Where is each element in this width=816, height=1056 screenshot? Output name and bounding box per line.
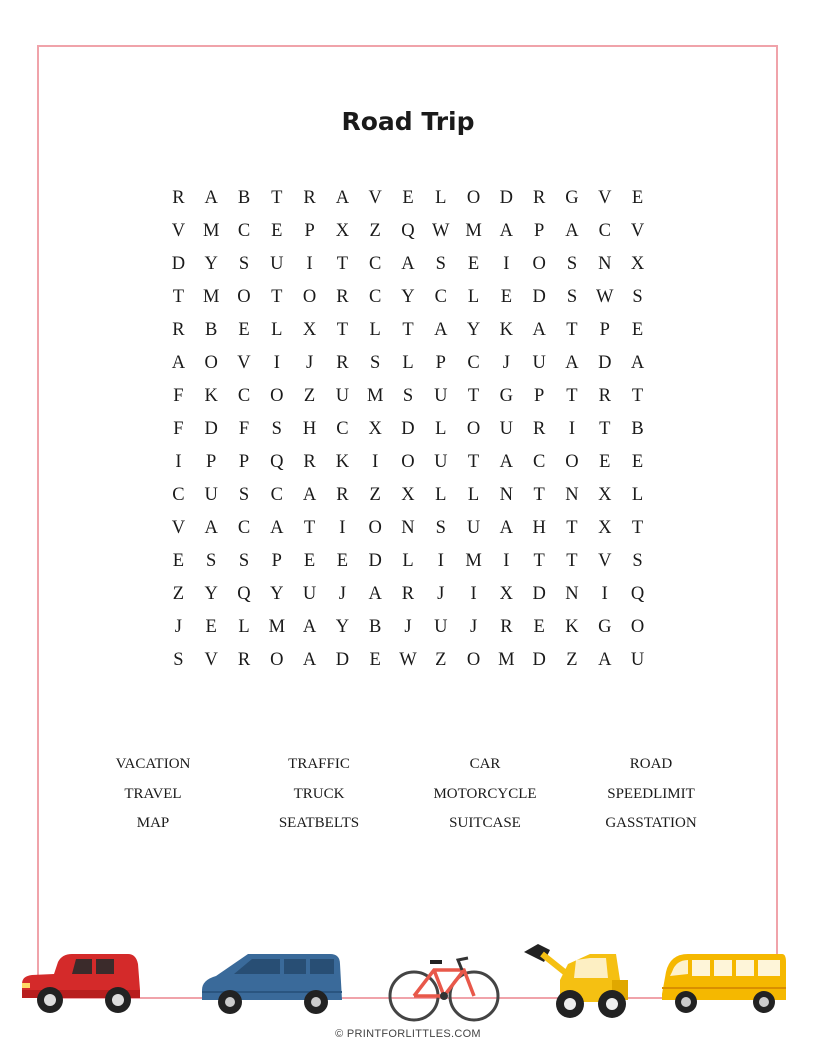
copyright-footer: © PRINTFORLITTLES.COM [335,1028,481,1040]
grid-letter: V [171,518,186,538]
grid-letter: S [238,254,250,274]
word-list-item: TRAVEL [124,785,182,802]
grid-letter: S [566,254,578,274]
grid-letter: N [401,518,415,538]
grid-letter: O [466,188,481,208]
grid-letter: U [499,419,514,439]
grid-letter: T [303,518,316,538]
grid-letter: D [499,188,514,208]
grid-letter: O [532,254,546,274]
grid-letter: D [368,551,382,571]
grid-letter: X [499,584,514,604]
grid-letter: V [237,353,251,373]
grid-letter: W [596,287,614,307]
grid-letter: A [204,518,218,538]
grid-letter: T [533,485,545,505]
grid-letter: F [238,419,250,439]
grid-letter: A [598,650,612,670]
grid-letter: L [467,287,480,307]
grid-letter: A [499,221,514,241]
grid-letter: O [302,287,317,307]
grid-letter: J [174,617,182,637]
grid-letter: A [630,353,645,373]
grid-letter: A [171,353,186,373]
grid-letter: L [631,485,644,505]
grid-letter: E [238,320,250,340]
grid-letter: C [467,353,480,373]
grid-letter: C [369,287,382,307]
grid-letter: S [370,353,381,373]
grid-letter: C [532,452,546,472]
grid-letter: C [598,221,611,241]
grid-letter: A [335,188,350,208]
grid-letter: T [172,287,185,307]
word-list-item: MAP [136,815,170,831]
grid-letter: J [469,617,478,637]
grid-letter: V [598,551,612,571]
grid-letter: O [270,650,284,670]
grid-letter: E [271,221,283,241]
grid-letter: Y [466,320,481,340]
grid-letter: T [467,386,480,406]
grid-letter: T [271,188,283,208]
grid-letter: N [565,485,579,505]
grid-letter: A [565,353,579,373]
letter-grid [162,182,654,677]
grid-letter: B [631,419,644,439]
grid-letter: D [204,419,218,439]
grid-letter: O [466,650,481,670]
grid-letter: Z [172,584,185,604]
grid-letter: S [271,419,282,439]
grid-letter: C [434,287,447,307]
grid-letter: L [238,617,250,637]
grid-letter: L [402,353,414,373]
grid-letter: Y [204,584,218,604]
grid-letter: R [532,188,546,208]
grid-letter: E [631,320,644,340]
grid-letter: O [466,419,481,439]
grid-letter: R [172,320,185,340]
grid-letter: A [499,452,514,472]
grid-letter: O [270,386,284,406]
red-car-icon [18,950,142,1016]
grid-letter: K [204,386,218,406]
grid-letter: Y [270,584,284,604]
grid-letter: M [202,221,220,241]
grid-letter: H [302,419,317,439]
grid-letter: Q [270,452,284,472]
grid-letter: Y [335,617,350,637]
grid-letter: U [204,485,218,505]
grid-letter: T [566,518,578,538]
grid-letter: S [238,485,250,505]
grid-letter: B [237,188,251,208]
grid-letter: R [336,485,349,505]
grid-letter: L [467,485,480,505]
school-bus-icon [658,950,790,1016]
word-list-item: SUITCASE [449,815,521,831]
grid-letter: R [237,650,251,670]
grid-letter: T [336,254,349,274]
grid-letter: T [271,287,283,307]
grid-letter: U [630,650,645,670]
grid-letter: I [437,551,444,571]
grid-letter: L [435,419,447,439]
grid-letter: C [237,518,251,538]
word-list-item: TRAFFIC [288,756,350,772]
grid-letter: P [206,452,217,472]
grid-letter: D [532,287,546,307]
grid-letter: S [435,518,446,538]
grid-letter: E [500,287,513,307]
grid-letter: U [302,584,317,604]
grid-letter: T [533,551,545,571]
grid-letter: K [335,452,350,472]
grid-letter: A [270,518,284,538]
grid-letter: T [631,386,644,406]
grid-letter: E [533,617,545,637]
bicycle-icon [386,952,500,1022]
grid-letter: A [302,617,317,637]
grid-letter: A [565,221,579,241]
grid-letter: G [499,386,514,406]
grid-letter: U [434,617,448,637]
word-list-item: SEATBELTS [278,815,360,831]
grid-letter: Q [630,584,645,604]
grid-letter: A [401,254,415,274]
grid-letter: I [601,584,608,604]
grid-letter: J [502,353,510,373]
word-list-item: MOTORCYCLE [433,785,537,802]
word-list-item: ROAD [629,756,673,772]
grid-letter: L [271,320,283,340]
grid-letter: E [336,551,349,571]
grid-letter: X [368,419,382,439]
grid-letter: S [566,287,578,307]
grid-letter: J [404,617,412,637]
grid-letter: A [204,188,218,208]
grid-letter: I [372,452,379,472]
grid-letter: E [205,617,217,637]
grid-letter: N [598,254,612,274]
grid-letter: Z [566,650,578,670]
grid-letter: C [270,485,283,505]
grid-letter: D [335,650,350,670]
grid-letter: E [303,551,316,571]
grid-letter: F [173,386,184,406]
grid-letter: T [566,320,578,340]
grid-letter: I [503,254,510,274]
grid-letter: C [369,254,382,274]
word-list-item: GASSTATION [605,815,697,831]
grid-letter: S [402,386,414,406]
word-list-item: CAR [469,756,501,772]
grid-letter: W [432,221,450,241]
grid-letter: R [401,584,415,604]
grid-letter: L [435,485,447,505]
word-list [70,752,734,841]
grid-letter: V [598,188,612,208]
grid-letter: Z [435,650,447,670]
grid-letter: P [534,386,545,406]
grid-letter: T [467,452,480,472]
grid-letter: E [467,254,480,274]
grid-letter: M [465,221,482,241]
grid-letter: J [305,353,314,373]
word-list-item: TRUCK [293,785,345,802]
grid-letter: R [172,188,185,208]
grid-letter: M [498,650,515,670]
grid-letter: Q [401,221,415,241]
grid-letter: Z [303,386,316,406]
grid-letter: I [470,584,477,604]
page-title: Road Trip [341,107,475,136]
grid-letter: O [401,452,415,472]
grid-letter: L [369,320,381,340]
grid-letter: P [435,353,446,373]
grid-letter: T [336,320,349,340]
grid-letter: J [437,584,445,604]
grid-letter: I [273,353,280,373]
grid-letter: W [399,650,417,670]
grid-letter: T [402,320,414,340]
grid-letter: X [630,254,645,274]
grid-letter: R [532,419,546,439]
grid-letter: C [336,419,349,439]
grid-letter: B [205,320,218,340]
grid-letter: D [532,584,546,604]
grid-letter: D [171,254,186,274]
grid-letter: N [565,584,579,604]
grid-letter: S [238,551,250,571]
grid-letter: P [238,452,250,472]
grid-letter: U [335,386,350,406]
grid-letter: R [336,287,349,307]
grid-letter: M [366,386,384,406]
grid-letter: I [339,518,346,538]
grid-letter: J [338,584,346,604]
grid-letter: S [435,254,446,274]
grid-letter: X [302,320,317,340]
front-loader-icon [520,940,636,1022]
grid-letter: D [401,419,415,439]
grid-letter: O [630,617,645,637]
word-list-item: SPEEDLIMIT [607,785,695,802]
grid-letter: T [599,419,611,439]
grid-letter: N [499,485,514,505]
grid-letter: Q [237,584,251,604]
word-list-item: VACATION [115,756,191,772]
grid-letter: I [306,254,313,274]
grid-letter: O [237,287,251,307]
grid-letter: B [369,617,382,637]
grid-letter: Z [369,221,381,241]
grid-letter: I [503,551,510,571]
grid-letter: S [632,551,643,571]
grid-letter: G [565,188,579,208]
grid-letter: I [175,452,182,472]
grid-letter: R [500,617,513,637]
grid-letter: A [499,518,514,538]
grid-letter: M [268,617,286,637]
grid-letter: A [434,320,448,340]
grid-letter: T [566,386,578,406]
grid-letter: H [532,518,546,538]
grid-letter: M [465,551,482,571]
grid-letter: X [335,221,350,241]
grid-letter: X [598,518,612,538]
grid-letter: R [598,386,611,406]
grid-letter: C [172,485,185,505]
grid-letter: T [566,551,578,571]
grid-letter: E [631,188,644,208]
grid-letter: P [534,221,545,241]
grid-letter: E [369,650,381,670]
grid-letter: U [434,386,448,406]
grid-letter: S [173,650,184,670]
grid-letter: T [631,518,644,538]
grid-letter: V [630,221,645,241]
grid-letter: D [598,353,612,373]
grid-letter: P [304,221,315,241]
grid-letter: V [204,650,218,670]
grid-letter: K [499,320,514,340]
grid-letter: L [435,188,447,208]
grid-letter: S [206,551,217,571]
grid-letter: L [402,551,414,571]
grid-letter: E [599,452,611,472]
grid-letter: R [303,452,316,472]
grid-letter: X [598,485,612,505]
grid-letter: M [202,287,220,307]
grid-letter: I [568,419,576,439]
grid-letter: G [598,617,612,637]
grid-letter: U [270,254,284,274]
grid-letter: X [401,485,415,505]
grid-letter: A [302,485,317,505]
grid-letter: S [632,287,643,307]
grid-letter: R [336,353,349,373]
grid-letter: P [271,551,282,571]
grid-letter: A [302,650,317,670]
grid-letter: E [631,452,644,472]
grid-letter: Y [401,287,415,307]
grid-letter: D [532,650,546,670]
grid-letter: U [466,518,481,538]
grid-letter: U [532,353,546,373]
grid-letter: A [532,320,546,340]
grid-letter: O [368,518,382,538]
blue-van-icon [198,950,346,1016]
grid-letter: C [237,386,251,406]
grid-letter: E [402,188,414,208]
grid-letter: O [565,452,579,472]
grid-letter: Y [204,254,218,274]
grid-letter: Z [369,485,381,505]
grid-letter: K [565,617,579,637]
grid-letter: P [599,320,610,340]
grid-letter: V [368,188,382,208]
grid-letter: V [171,221,186,241]
grid-letter: O [204,353,218,373]
grid-letter: F [173,419,184,439]
grid-letter: R [303,188,316,208]
grid-letter: U [434,452,448,472]
grid-letter: C [237,221,251,241]
grid-letter: E [172,551,185,571]
grid-letter: A [368,584,382,604]
